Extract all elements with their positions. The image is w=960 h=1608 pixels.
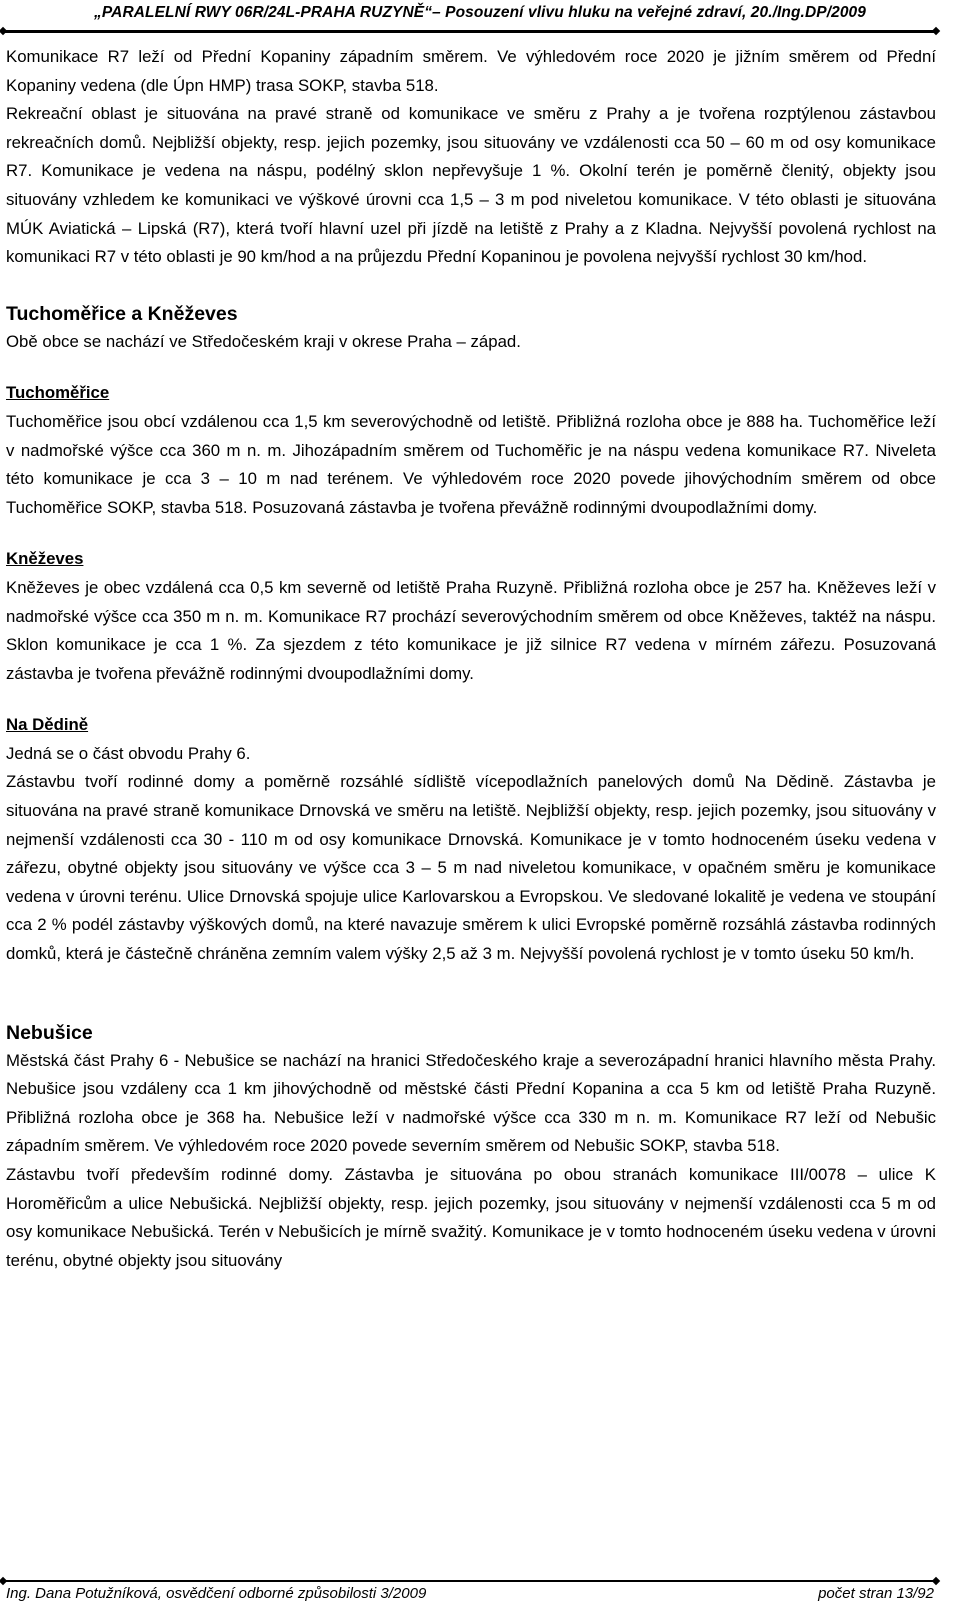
footer-rule	[3, 1580, 938, 1582]
footer-author: Ing. Dana Potužníková, osvědčení odborné způsobilosti 3/2009	[6, 1585, 427, 1602]
header-rule-cap-right	[932, 27, 940, 35]
section-heading-nebusice: Nebušice	[6, 1021, 93, 1044]
footer-rule-cap-right	[932, 1577, 940, 1585]
section-2-text-2: Zástavbu tvoří především rodinné domy. Zástavba je situována po obou stranách komunikace III/0078 – ulice K Horoměřicům a ulice Nebušická. Nejbližší objekty, resp. jejich pozemky, jsou situovány v nejmenší vzdálenosti cca 5 m od osy komunikace Nebušická. Terén v Nebušicích je mírně svažitý. Komunikace je v tomto hodnoceném úseku vedena v úrovni terénu, obytné objekty jsou situovány	[6, 1165, 936, 1270]
header-rule-cap-left	[0, 27, 7, 35]
subsection-3-line: Jedná se o část obvodu Prahy 6.	[6, 743, 251, 763]
section-1-text: Obě obce se nachází ve Středočeském kraji v okrese Praha – západ.	[6, 331, 521, 351]
header-rule	[3, 30, 938, 33]
intro-paragraph-1: Komunikace R7 leží od Přední Kopaniny západním směrem. Ve výhledovém roce 2020 je jižním směrem od Přední Kopaniny vedena (dle Úpn HMP) trasa SOKP, stavba 518.	[6, 47, 936, 95]
page-footer	[6, 1585, 934, 1605]
subsection-2-text: Kněževes je obec vzdálená cca 0,5 km severně od letiště Praha Ruzyně. Přibližná rozloha obce je 257 ha. Kněževes leží v nadmořské výšce cca 350 m n. m. Komunikace R7 prochází severovýchodním směrem od obce Kněževes, taktéž na náspu. Sklon komunikace je cca 1 %. Za sjezdem z této komunikace je již silnice R7 vedena v mírném zářezu. Posuzovaná zástavba je tvořena převážně rodinnými dvoupodlažními domy.	[6, 577, 936, 683]
footer-page-count: počet stran 13/92	[818, 1585, 934, 1602]
subsection-3-text: Zástavbu tvoří rodinné domy a poměrně rozsáhlé sídliště vícepodlažních panelových domů Na Dědině. Zástavba je situována na pravé straně komunikace Drnovská ve směru na letiště. Nejbližší objekty, resp. jejich pozemky, jsou situovány v nejmenší vzdálenosti cca 30 - 110 m od osy komunikace Drnovská. Komunikace je v tomto hodnoceném úseku vedena v zářezu, obytné objekty jsou situovány ve výšce cca 3 – 5 m nad niveletou komunikace, v opačném směru je komunikace vedena v úrovni terénu. Ulice Drnovská spojuje ulice Karlovarskou a Evropskou. Ve sledované lokalitě je vedena ve stoupání cca 2 % podél zástavby výškových domů, na které navazuje směrem k ulici Evropské poměrně rozsáhlá zástavba rodinných domků, která je částečně chráněna zemním valem výšky 2,5 až 3 m. Nejvyšší povolená rychlost je v tomto úseku 50 km/h.	[6, 772, 936, 964]
section-2-text-1: Městská část Prahy 6 - Nebušice se nachází na hranici Středočeského kraje a severozápadní hranici hlavního města Prahy. Nebušice jsou vzdáleny cca 1 km jihovýchodně od městské části Přední Kopanina a cca 5 km od letiště Praha Ruzyně. Přibližná rozloha obce je 368 ha. Nebušice leží v nadmořské výšce cca 330 m n. m. Komunikace R7 leží od Nebušic západním směrem. Ve výhledovém roce 2020 povede severním směrem od Nebušic SOKP, stavba 518.	[6, 1050, 936, 1156]
section-heading-tuchomerice-knezeves: Tuchoměřice a Kněževes	[6, 302, 238, 325]
subsection-1-text: Tuchoměřice jsou obcí vzdálenou cca 1,5 km severovýchodně od letiště. Přibližná rozloha obce je 888 ha. Tuchoměřice leží v nadmořské výšce cca 360 m n. m. Jihozápadním směrem od Tuchoměřic je na náspu vedena komunikace R7. Niveleta této komunikace je cca 3 – 10 m nad terénem. Ve výhledovém roce 2020 povede jihovýchodním směrem od obce Tuchoměřice SOKP, stavba 518. Posuzovaná zástavba je tvořena převážně rodinnými dvoupodlažními domy.	[6, 411, 936, 517]
page-header: „PARALELNÍ RWY 06R/24L-PRAHA RUZYNĚ“– Posouzení vlivu hluku na veřejné zdraví, 20./Ing.DP/2009	[94, 4, 866, 21]
intro-paragraph-2: Rekreační oblast je situována na pravé straně od komunikace ve směru z Prahy a je tvořena rozptýlenou zástavbou rekreačních domů. Nejbližší objekty, resp. jejich pozemky, jsou situovány ve vzdálenosti cca 50 – 60 m od osy komunikace R7. Komunikace je vedena na náspu, podélný sklon nepřevyšuje 1 %. Okolní terén je poměrně členitý, objekty jsou situovány vzhledem ke komunikaci ve výškové úrovni cca 1,5 – 3 m pod niveletou komunikace. V této oblasti je situována MÚK Aviatická – Lipská (R7), která tvoří hlavní uzel při jízdě na letiště z Prahy a z Kladna. Nejvyšší povolená rychlost na komunikaci R7 v této oblasti je 90 km/hod a na průjezdu Přední Kopaninou je povolena nejvyšší rychlost 30 km/hod.	[6, 104, 936, 267]
subsection-heading-knezeves: Kněževes	[6, 549, 84, 569]
footer-rule-cap-left	[0, 1577, 7, 1585]
subsection-heading-tuchomerice: Tuchoměřice	[6, 383, 110, 403]
subsection-heading-na-dedine: Na Dědině	[6, 715, 89, 735]
document-body	[6, 43, 936, 1275]
